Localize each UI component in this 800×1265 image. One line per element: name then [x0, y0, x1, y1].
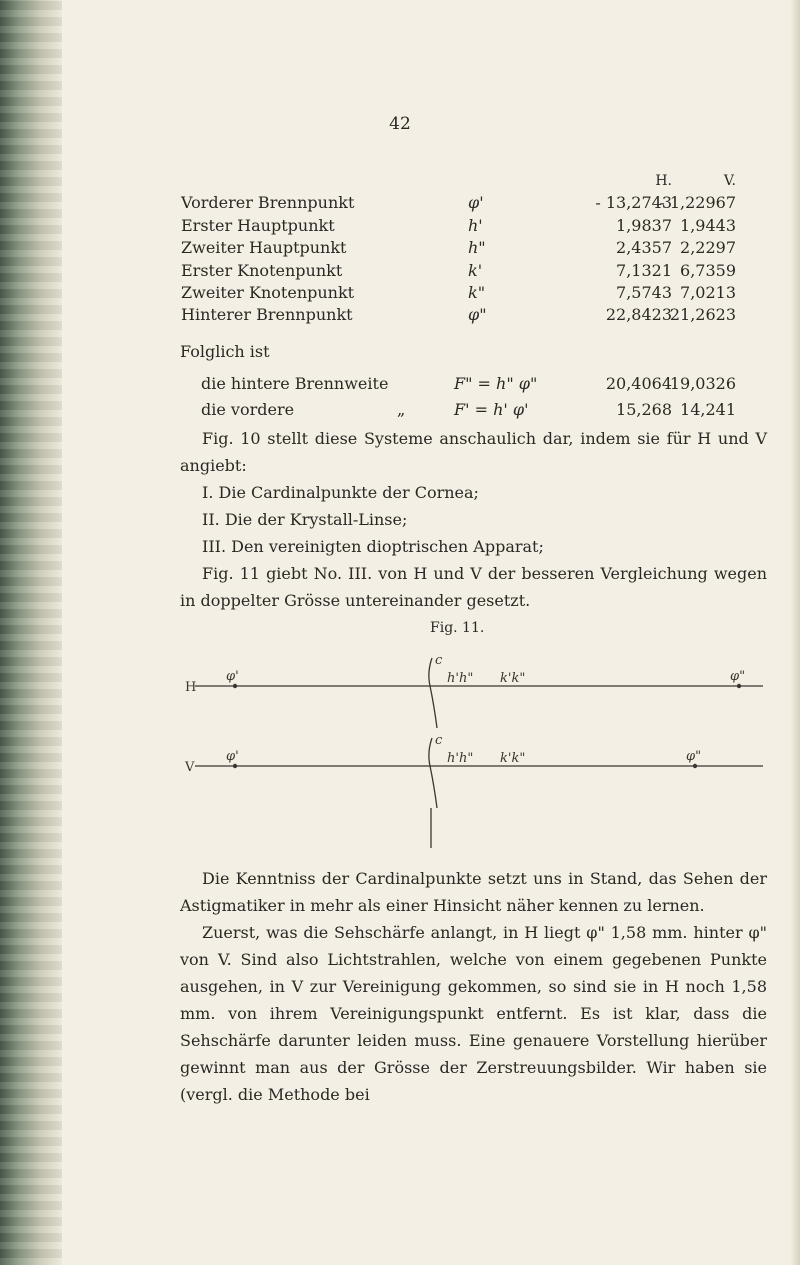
paragraph-fig11: Fig. 11 giebt No. III. von H und V der besseren Vergleichung wegen in doppelter Grösse untereinander gesetzt.: [180, 564, 767, 610]
row-symbol: h': [468, 215, 483, 235]
body-text-lower: [180, 865, 767, 1108]
hintere-label: die hintere Brennweite: [201, 374, 389, 393]
focal-point-marker: [233, 764, 237, 768]
figure-caption: Fig. 11.: [430, 620, 485, 636]
row-symbol: k": [468, 282, 486, 302]
list-item: I. Die Cardinalpunkte der Cornea;: [202, 483, 479, 502]
row-label: Vorderer Brennpunkt: [181, 193, 355, 213]
focal-point-marker: [233, 684, 237, 688]
row-value-h: 7,5743: [616, 282, 672, 302]
cornea-arc-v-upper: [429, 738, 432, 766]
column-header-h: H.: [655, 173, 672, 189]
label-c-v: c: [435, 733, 443, 748]
row-value-v: 21,2623: [669, 305, 736, 325]
row-value-h: 7,1321: [616, 260, 672, 280]
cornea-arc-h-lower: [430, 686, 437, 728]
row-value-h: 1,9837: [616, 215, 672, 235]
vordere-value-h: 15,268: [616, 400, 672, 419]
hintere-value-h: 20,4064: [605, 374, 672, 393]
label-phi1-v: φ': [226, 749, 239, 764]
row-value-h: - 13,2743: [595, 193, 672, 213]
vordere-value-v: 14,241: [680, 400, 736, 419]
paragraph-fig10: Fig. 10 stellt diese Systeme anschaulich dar, indem sie für H und V angiebt:: [180, 429, 767, 475]
label-hh-v: h'h": [447, 751, 474, 766]
row-label: Erster Hauptpunkt: [181, 215, 335, 235]
row-value-v: 2,2297: [680, 238, 736, 258]
row-label-h: H: [185, 680, 197, 695]
paragraph-zuerst: Zuerst, was die Sehschärfe anlangt, in H liegt φ" 1,58 mm. hinter φ" von V. Sind also Lichtstrahlen, welche von einem gegebenen Punkte ausgehen, in V zur Vereinigung gekommen, so sind sie in H noch 1,58 mm. von ihrem Vereinigungspunkt entfernt. Es ist klar, dass die Sehschärfe darunter leiden muss. Eine genauere Vorstellung hierüber gewinnt man aus der Grösse der Zerstreuungsbilder. Wir haben sie (vergl. die Methode bei: [180, 923, 767, 1104]
row-value-h: 22,8423: [605, 305, 672, 325]
paragraph-kenntniss: Die Kenntniss der Cardinalpunkte setzt uns in Stand, das Sehen der Astigmatiker in mehr als einer Hinsicht näher kennen zu lernen.: [180, 869, 767, 915]
hintere-formula: F" = h" φ": [454, 374, 538, 393]
row-symbol: φ': [468, 193, 484, 213]
vordere-formula: F' = h' φ': [454, 400, 529, 419]
label-kk-v: k'k": [500, 751, 526, 766]
label-c-h: c: [435, 653, 443, 668]
label-phi2-h: φ": [730, 669, 746, 684]
label-phi2-v: φ": [686, 749, 702, 764]
label-hh-h: h'h": [447, 671, 474, 686]
list-item: II. Die der Krystall-Linse;: [202, 510, 408, 529]
row-value-v: 6,7359: [680, 260, 736, 280]
row-value-v: 1,9443: [680, 215, 736, 235]
page-number: 42: [389, 114, 411, 134]
focal-point-marker: [693, 764, 697, 768]
row-symbol: h": [468, 238, 486, 258]
label-phi1-h: φ': [226, 669, 239, 684]
cornea-arc-v-lower: [430, 766, 437, 808]
row-value-v: - 1,22967: [659, 193, 736, 213]
row-symbol: k': [468, 260, 483, 280]
folglich-line: Folglich ist: [180, 342, 270, 361]
row-symbol: φ": [468, 305, 487, 325]
row-label-v: V: [185, 760, 195, 775]
row-label: Zweiter Hauptpunkt: [181, 238, 347, 258]
cornea-arc-h-upper: [429, 658, 432, 686]
list-item: III. Den vereinigten dioptrischen Apparat;: [202, 537, 544, 556]
label-kk-h: k'k": [500, 671, 526, 686]
row-label: Erster Knotenpunkt: [181, 260, 343, 280]
column-header-v: V.: [723, 173, 736, 189]
row-value-h: 2,4357: [616, 238, 672, 258]
hintere-value-v: 19,0326: [669, 374, 736, 393]
vordere-label: die vordere: [201, 400, 295, 419]
row-label: Hinterer Brennpunkt: [181, 305, 353, 325]
row-value-v: 7,0213: [680, 282, 736, 302]
focal-point-marker: [737, 684, 741, 688]
ditto-mark: „: [397, 400, 406, 419]
row-label: Zweiter Knotenpunkt: [181, 282, 355, 302]
